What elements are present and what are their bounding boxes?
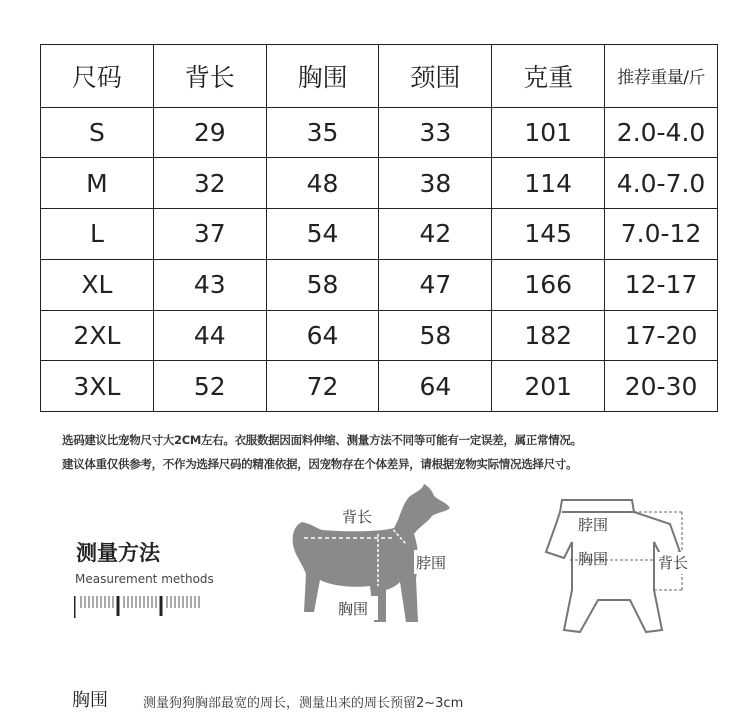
table-cell: 47	[379, 259, 492, 310]
table-cell: 201	[492, 361, 605, 412]
table-row	[41, 361, 718, 412]
table-cell: 12-17	[605, 259, 718, 310]
table-row	[41, 158, 718, 209]
table-cell: 48	[266, 158, 379, 209]
table-cell: 54	[266, 209, 379, 260]
table-cell: 33	[379, 107, 492, 158]
table-cell: 166	[492, 259, 605, 310]
table-cell: 44	[153, 310, 266, 361]
table-cell: L	[41, 209, 154, 260]
table-cell: 58	[266, 259, 379, 310]
ruler-icon	[74, 594, 204, 620]
clothes-chest-label: 胸围	[578, 550, 609, 568]
note-line-2: 建议体重仅供参考，不作为选择尺码的精准依据，因宠物存在个体差异，请根据宠物实际情况选择尺寸。	[62, 457, 578, 471]
table-cell: 37	[153, 209, 266, 260]
table-row	[41, 209, 718, 260]
table-header-row	[41, 45, 718, 108]
bottom-label: 胸围	[72, 690, 108, 711]
table-cell: XL	[41, 259, 154, 310]
dog-neck-label: 脖围	[416, 554, 447, 572]
note-line-1: 选码建议比宠物尺寸大2CM左右。衣服数据因面料伸缩、测量方法不同等可能有一定误差，属正常情况。	[62, 433, 582, 447]
table-cell: 145	[492, 209, 605, 260]
table-row	[41, 107, 718, 158]
table-cell: 42	[379, 209, 492, 260]
table-cell: 52	[153, 361, 266, 412]
table-cell: 114	[492, 158, 605, 209]
table-cell: 4.0-7.0	[605, 158, 718, 209]
header-back-length: 背长	[153, 45, 266, 108]
table-cell: 182	[492, 310, 605, 361]
table-cell: 58	[379, 310, 492, 361]
table-cell: 101	[492, 107, 605, 158]
dog-figure	[282, 482, 472, 642]
clothes-figure	[522, 490, 712, 650]
table-cell: 2.0-4.0	[605, 107, 718, 158]
table-cell: 7.0-12	[605, 209, 718, 260]
header-chest: 胸围	[266, 45, 379, 108]
table-cell: 3XL	[41, 361, 154, 412]
header-neck: 颈围	[379, 45, 492, 108]
table-cell: 29	[153, 107, 266, 158]
table-cell: 2XL	[41, 310, 154, 361]
header-recommended-weight: 推荐重量/斤	[605, 45, 718, 108]
table-cell: 72	[266, 361, 379, 412]
table-cell: 20-30	[605, 361, 718, 412]
table-cell: S	[41, 107, 154, 158]
table-row	[41, 259, 718, 310]
table-cell: M	[41, 158, 154, 209]
header-weight: 克重	[492, 45, 605, 108]
table-cell: 38	[379, 158, 492, 209]
bottom-description: 测量狗狗胸部最宽的周长，测量出来的周长预留2~3cm	[143, 696, 464, 711]
table-row	[41, 310, 718, 361]
table-cell: 32	[153, 158, 266, 209]
dog-chest-label: 胸围	[338, 600, 369, 618]
dog-back-label: 背长	[342, 508, 373, 526]
size-table	[40, 44, 718, 412]
method-subtitle: Measurement methods	[75, 572, 214, 586]
header-size: 尺码	[41, 45, 154, 108]
table-cell: 43	[153, 259, 266, 310]
table-cell: 17-20	[605, 310, 718, 361]
table-cell: 35	[266, 107, 379, 158]
table-cell: 64	[379, 361, 492, 412]
clothes-neck-label: 脖围	[578, 516, 609, 534]
method-title: 测量方法	[76, 541, 160, 565]
table-cell: 64	[266, 310, 379, 361]
clothes-back-label: 背长	[658, 554, 689, 572]
